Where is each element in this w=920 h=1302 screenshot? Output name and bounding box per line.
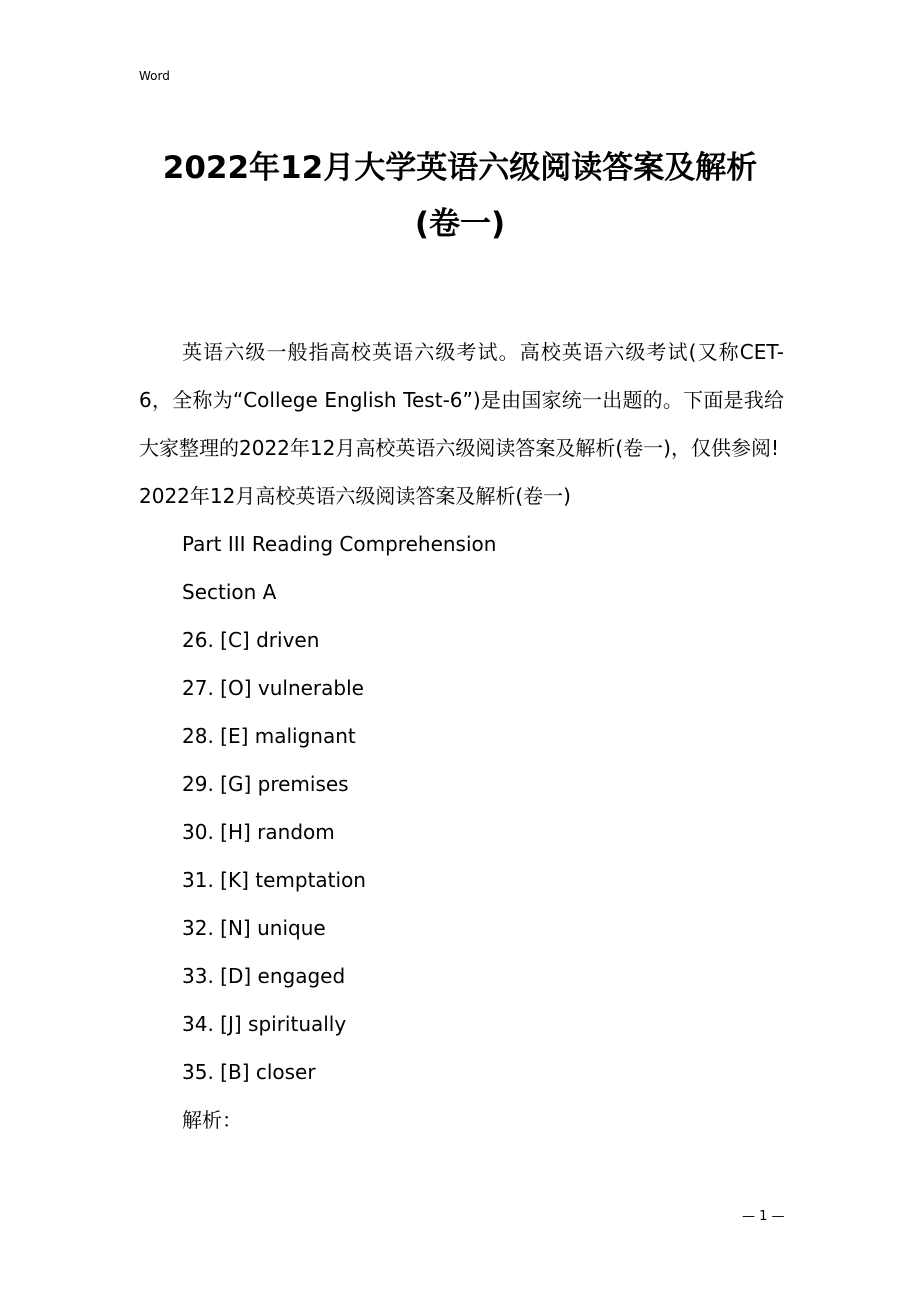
subtitle-line: 2022年12月高校英语六级阅读答案及解析(卷一) xyxy=(139,484,571,508)
answer-item: 28. [E] malignant xyxy=(182,724,356,748)
title-line-2: (卷一) xyxy=(414,206,506,242)
answer-item: 35. [B] closer xyxy=(182,1060,316,1084)
answer-item: 26. [C] driven xyxy=(182,628,320,652)
answer-item: 31. [K] temptation xyxy=(182,868,366,892)
page-number: — 1 — xyxy=(742,1209,785,1224)
answer-item: 29. [G] premises xyxy=(182,772,349,796)
document-title xyxy=(100,140,820,252)
answer-item: 34. [J] spiritually xyxy=(182,1012,347,1036)
intro-paragraph: 英语六级一般指高校英语六级考试。高校英语六级考试(又称CET-6，全称为“College English Test-6”)是由国家统一出题的。下面是我给大家整理的2022年12月高校英语六级阅读答案及解析(卷一)，仅供参阅! xyxy=(139,340,784,460)
answer-item: 32. [N] unique xyxy=(182,916,326,940)
title-line-1: 2022年12月大学英语六级阅读答案及解析 xyxy=(162,150,758,186)
answer-item: 33. [D] engaged xyxy=(182,964,346,988)
answer-item: 30. [H] random xyxy=(182,820,335,844)
part-heading: Part III Reading Comprehension xyxy=(182,532,497,556)
document-body xyxy=(139,328,784,1144)
header-label: Word xyxy=(139,69,170,83)
analysis-label: 解析： xyxy=(182,1108,242,1132)
answer-item: 27. [O] vulnerable xyxy=(182,676,364,700)
section-heading: Section A xyxy=(182,580,277,604)
